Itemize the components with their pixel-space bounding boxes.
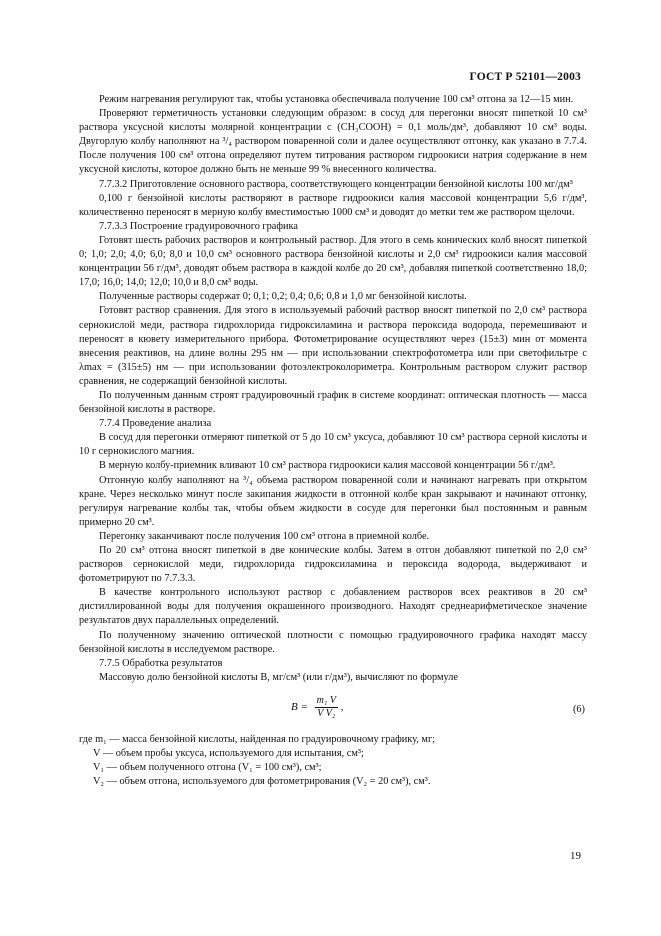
paragraph: В мерную колбу-приемник вливают 10 см³ раствора гидроокиси калия массовой концентрации 56 г/дм³. (99, 460, 556, 472)
paragraph: По полученному значению оптической плотности с помощью градуировочного графика находят массу бензойной кислоты в исследуемом растворе. (79, 629, 587, 655)
paragraph: Готовят шесть рабочих растворов и контрольный раствор. Для этого в семь конических колб вносят пипеткой 0; 1,0; 2,0; 4,0; 6,0; 8,0 и 10,0 см³ основного раствора бензойной кислоты и 2,0 см³ гидроокиси калия массовой концентрации 56 г/дм³, доводят объем раствора в каждой колбе до 20 см³, добавляя пипеткой соответственно 18,0; 17,0; 16,0; 14,0; 12,0; 10,0 и 8,0 см³ воды. (79, 234, 587, 289)
body-text (79, 93, 587, 789)
formula-tail: , (340, 700, 344, 713)
paragraph: Перегонку заканчивают после получения 100 см³ отгона в приемной колбе. (99, 530, 430, 542)
paragraph: В сосуд для перегонки отмеряют пипеткой от 5 до 10 см³ уксуса, добавляют 10 см³ раствора серной кислоты и 10 г сернокислого магния. (79, 432, 587, 458)
paragraph: 7.7.3.2 Приготовление основного раствора, соответствующего концентрации бензойной кислоты 100 мг/дм³ (99, 178, 573, 190)
formula-denominator: V V₂ (317, 707, 336, 719)
section-heading: 7.7.4 Проведение анализа (99, 418, 212, 430)
definition-row: где m₁ — масса бензойной кислоты, найденная по градуировочному графику, мг; (79, 733, 436, 745)
formula-number: (6) (572, 703, 585, 715)
paragraph: Отгонную колбу наполняют на ³/₄ объема раствором поваренной соли и начинают нагревать при открытом кране. Через несколько минут после закипания жидкости в отгонной колбе кран закрывают и начинают отгонку, регулируя нагревание колбы так, чтобы объем жидкости в сосуде для перегонки был постоянным и равным примерно 20 см³. (79, 474, 587, 528)
paragraph: По 20 см³ отгона вносят пипеткой в две конические колбы. Затем в отгон добавляют пипеткой по 2,0 см³ растворов сернокислой меди, гидрохлорида гидроксиламина и пероксида водорода, выдерживают и фотометрируют по 7.7.3.3. (79, 545, 587, 585)
paragraph: Режим нагревания регулируют так, чтобы установка обеспечивала получение 100 см³ отгона за 12—15 мин. (99, 94, 574, 105)
page-number: 19 (570, 850, 581, 862)
section-heading: 7.7.3.3 Построение градуировочного графика (99, 220, 298, 232)
paragraph: 0,100 г бензойной кислоты растворяют в растворе гидроокиси калия массовой концентрации 5,6 г/дм³, количественно переносят в мерную колбу вместимостью 1000 см³ и доводят до метки тем же раствором щелочи. (79, 192, 587, 218)
paragraph: Проверяют герметичность установки следующим образом: в сосуд для перегонки вносят пипеткой 10 см³ раствора уксусной кислоты молярной концентрации с (CH₃COOH) = 0,1 моль/дм³, добавляют 10 см³ воды. Двугорлую колбу наполняют на ³/₄ раствором поваренной соли и далее осуществляют отгонку, как указано в 7.7.4. После получения 100 см³ отгона определяют путем титрования раствором гидроокиси натрия содержание в нем уксусной кислоты, которое должно быть не меньше 99 % внесенного количества. (79, 108, 587, 176)
definition-row: V₂ — объем отгона, используемого для фотометрирования (V₂ = 20 см³), см³. (93, 776, 431, 788)
formula-expression (291, 695, 343, 720)
formula-fraction (315, 695, 338, 720)
formula-lhs: B = (291, 700, 308, 713)
definition-row: V — объем пробы уксуса, используемого для испытания, см³; (93, 748, 364, 760)
paragraph: Полученные растворы содержат 0; 0,1; 0,2; 0,4; 0,6; 0,8 и 1,0 мг бензойной кислоты. (99, 291, 467, 303)
formula-numerator: m₁ V (316, 694, 336, 706)
paragraph: По полученным данным строят градуировочный график в системе координат: оптическая плотность — масса бензойной кислоты в растворе. (79, 389, 587, 416)
standard-header: ГОСТ Р 52101—2003 (469, 71, 581, 83)
variable-definitions (79, 733, 587, 789)
paragraph: В качестве контрольного используют раствор с добавлением растворов всех реактивов в 20 см³ дистиллированной воды для получения окрашенного производного. Находят среднеарифметическое значение результатов двух параллельных определений. (79, 587, 587, 627)
formula-6 (79, 691, 587, 729)
paragraph: Массовую долю бензойной кислоты B, мг/см³ (или г/дм³), вычисляют по формуле (99, 671, 458, 683)
paragraph: Готовят раствор сравнения. Для этого в используемый рабочий раствор вносят пипеткой по 2,0 см³ раствора сернокислой меди, раствора гидрохлорида гидроксиламина и раствора пероксида водорода, перемешивают и переносят в кювету измерительного прибора. Фотометрирование осуществляют через (15±3) мин от момента внесения реактивов, на длине волны 295 нм — при использовании спектрофотометра или при светофильтре с λmax = (315±5) нм — при использовании фотоэлектроколориметра. Контрольным раствором служит раствор сравнения, не содержащий бензойной кислоты. (79, 305, 587, 387)
definition-row: V₁ — объем полученного отгона (V₁ = 100 см³), см³; (93, 762, 322, 774)
section-heading: 7.7.5 Обработка результатов (99, 657, 223, 669)
